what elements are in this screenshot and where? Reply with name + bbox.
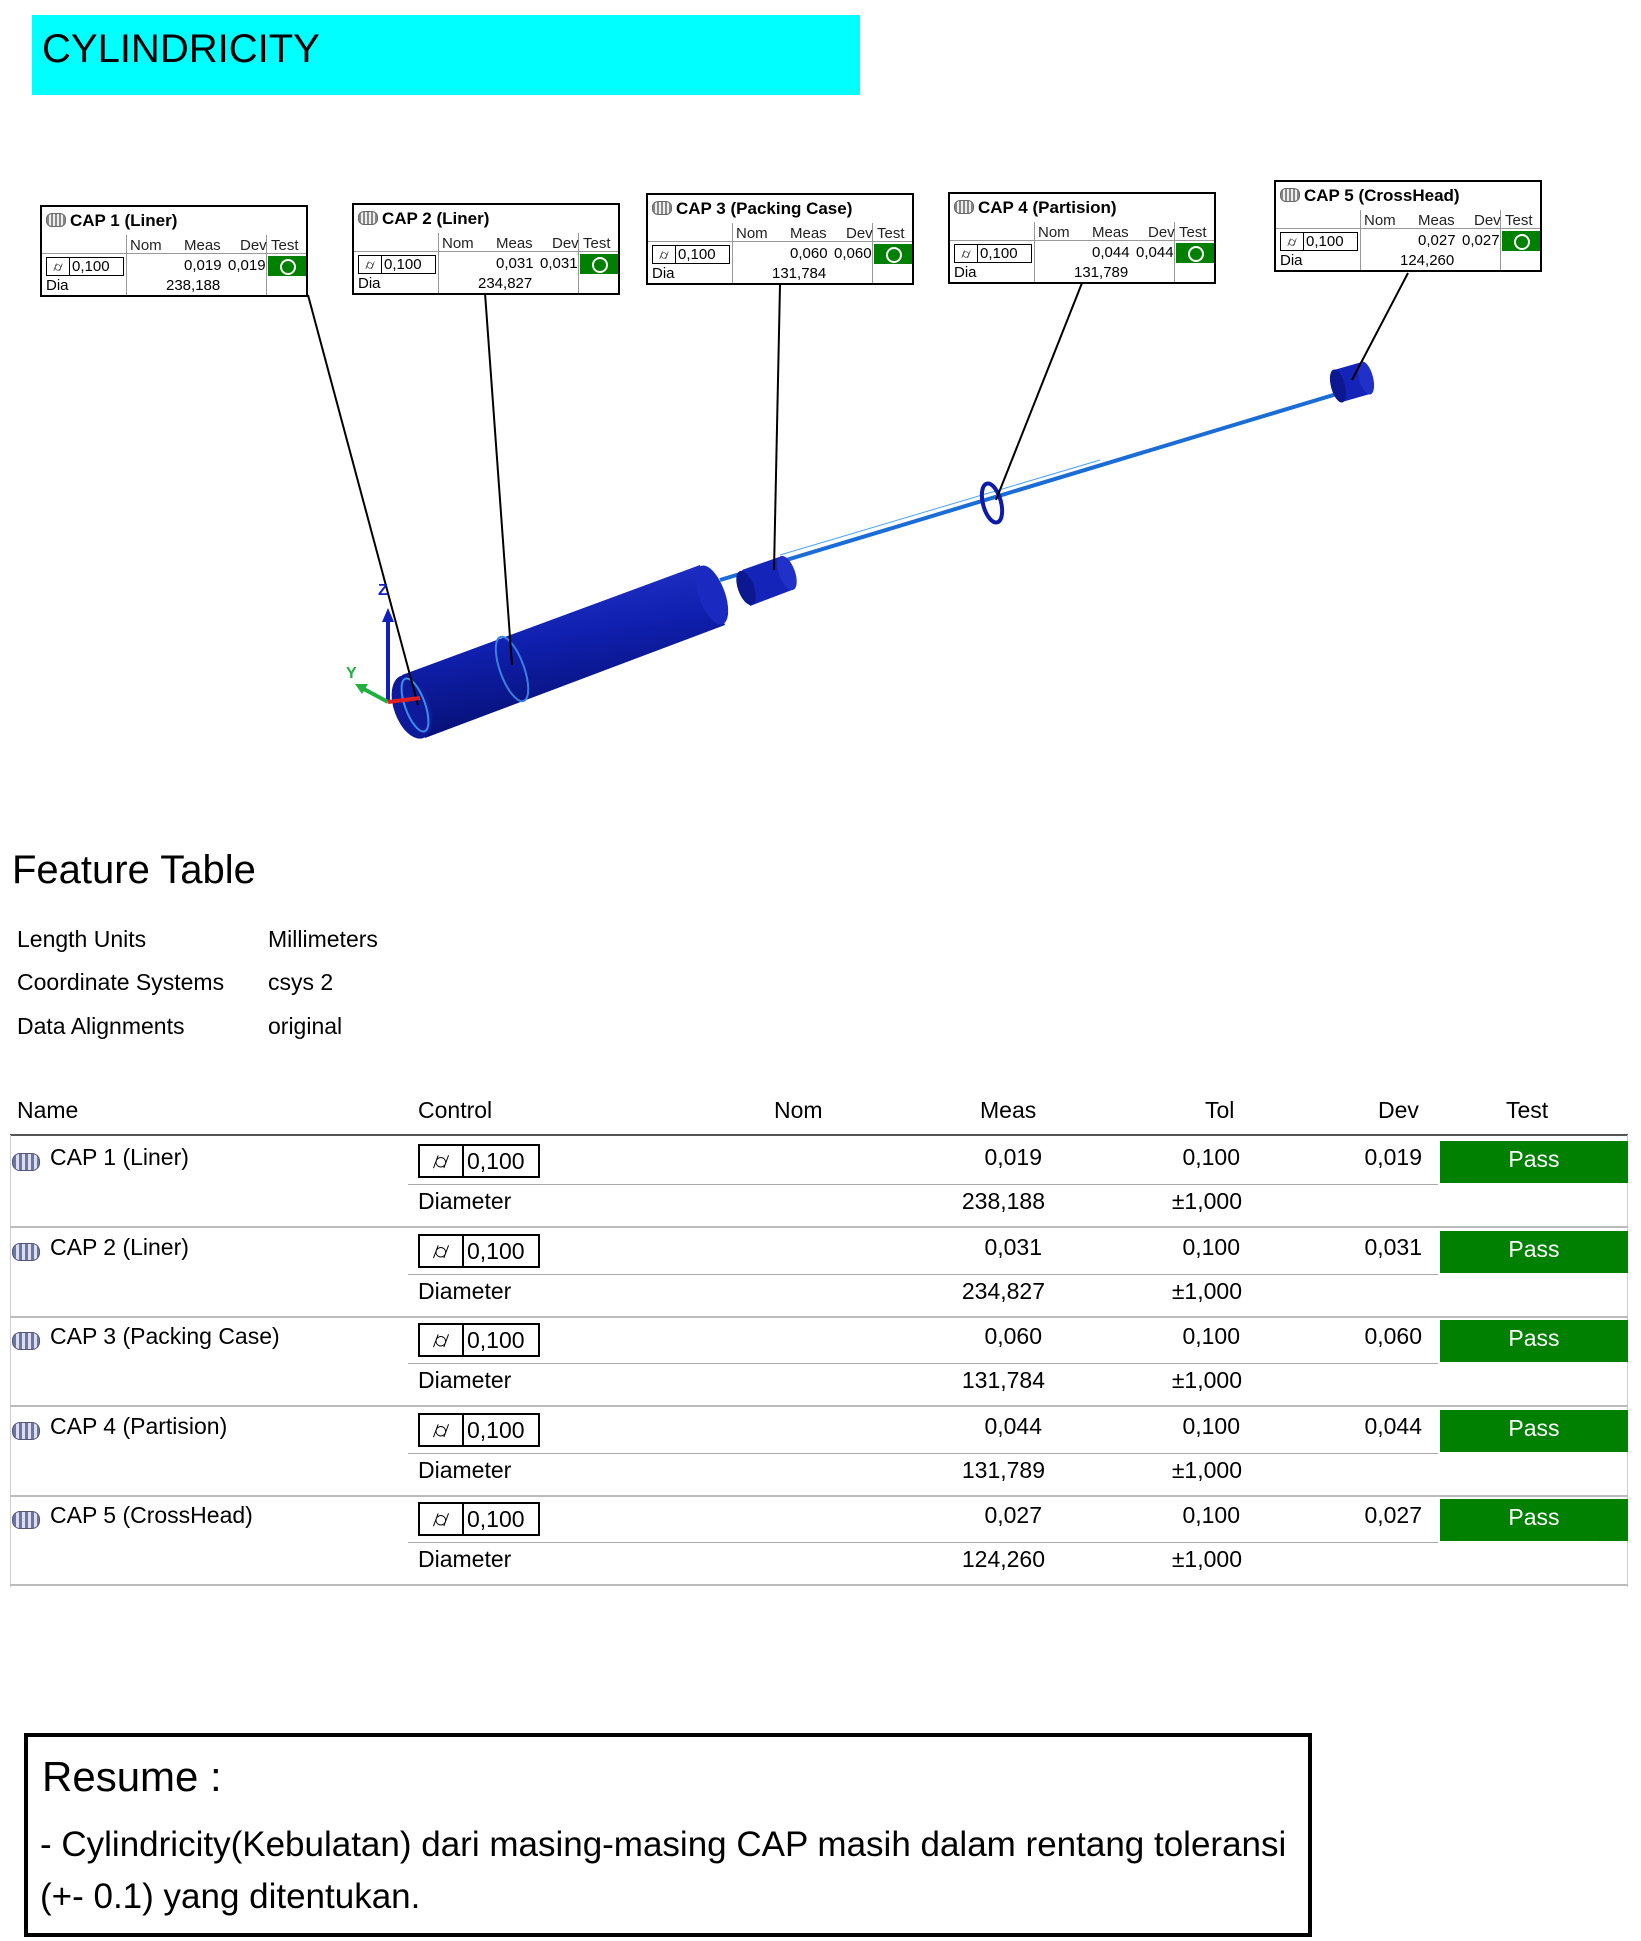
row-sub-label: Diameter [418, 1277, 512, 1304]
callout-feature-control-frame: ⌭ 0,100 [358, 255, 436, 274]
resume-title: Resume : [42, 1753, 222, 1800]
callout-hdr-test: Test [877, 225, 905, 242]
col-header-tol: Tol [1205, 1097, 1235, 1123]
callout-cap-3 [646, 193, 914, 285]
row-dev: 0,044 [1364, 1412, 1422, 1439]
col-header-meas: Meas [980, 1097, 1037, 1123]
meta-value: Millimeters [268, 926, 378, 952]
callout-dia-meas: 124,260 [1400, 252, 1455, 269]
row-inner-rule [408, 1184, 1438, 1185]
row-test-pass: Pass [1440, 1320, 1628, 1362]
row-sub-label: Diameter [418, 1546, 512, 1572]
callout-hdr-nom: Nom [1364, 212, 1396, 229]
axis-z-label: Z [378, 582, 388, 599]
axis-y-label: Y [346, 665, 357, 682]
cylindricity-icon: ⌭ [420, 1146, 464, 1176]
row-sub-tol: ±1,000 [1171, 1277, 1242, 1304]
callout-meas: 0,060 [790, 245, 828, 262]
callout-hdr-dev: Dev [552, 235, 579, 252]
row-test-pass: Pass [1440, 1410, 1628, 1452]
meta-label: Data Alignments [17, 1013, 185, 1039]
callout-pass-indicator [268, 256, 306, 276]
row-separator [10, 1316, 1628, 1318]
callout-hdr-meas: Meas [496, 235, 533, 252]
callout-meas: 0,044 [1092, 244, 1130, 261]
measurement-icon [954, 200, 974, 214]
row-sub-tol: ±1,000 [1171, 1456, 1242, 1483]
callout-hdr-dev: Dev [240, 237, 267, 254]
row-sub-meas: 238,188 [961, 1188, 1045, 1214]
row-name: CAP 5 (CrossHead) [50, 1502, 253, 1528]
callout-hdr-meas: Meas [1092, 224, 1129, 241]
callout-dia-meas: 234,827 [478, 275, 533, 292]
row-name: CAP 3 (Packing Case) [50, 1323, 280, 1349]
callout-dev: 0,060 [834, 245, 872, 262]
leader-cap5 [1352, 273, 1408, 380]
cylinder-feature-icon [12, 1422, 40, 1440]
cylindricity-icon: ⌭ [420, 1325, 464, 1355]
callout-col-line [1360, 210, 1361, 270]
col-header-dev: Dev [1378, 1097, 1419, 1123]
row-sub-label: Diameter [418, 1456, 512, 1483]
cylindricity-icon: ⌭ [653, 246, 676, 263]
callout-dia-meas: 131,784 [772, 265, 827, 282]
callout-hdr-dev: Dev [846, 225, 873, 242]
shaft-line [720, 390, 1350, 580]
meta-value: original [268, 1013, 343, 1039]
callout-feature-control-frame: ⌭ 0,100 [652, 245, 730, 264]
cylinder-feature-icon [12, 1332, 40, 1350]
meta-value: csys 2 [268, 969, 334, 995]
col-header-nom: Nom [774, 1097, 823, 1123]
callout-dia-label: Dia [954, 264, 977, 281]
leader-cap3 [774, 285, 780, 570]
row-sub-tol: ±1,000 [1171, 1546, 1242, 1572]
measurement-icon [358, 211, 378, 225]
callout-pass-indicator [874, 244, 912, 264]
callout-cap-5 [1274, 180, 1542, 272]
row-meas: 0,044 [984, 1412, 1042, 1439]
col-header-test: Test [1506, 1097, 1549, 1123]
callout-dev: 0,027 [1462, 232, 1500, 249]
row-tol: 0,100 [1182, 1323, 1240, 1349]
cylinder-feature-icon [12, 1153, 40, 1171]
feature-control-frame: ⌭ 0,100 [418, 1502, 540, 1536]
callout-col-line [1034, 222, 1035, 282]
col-header-control: Control [418, 1097, 493, 1123]
row-sub-meas: 124,260 [961, 1546, 1045, 1572]
callout-dia-meas: 238,188 [166, 277, 221, 294]
callout-col-line [126, 235, 127, 295]
callout-hdr-meas: Meas [184, 237, 221, 254]
callout-title: CAP 1 (Liner) [46, 211, 177, 231]
row-sub-meas: 131,784 [961, 1367, 1045, 1393]
feature-control-frame: ⌭ 0,100 [418, 1323, 540, 1357]
row-sub-label: Diameter [418, 1367, 512, 1393]
callout-hdr-test: Test [1505, 212, 1533, 229]
row-sub-label: Diameter [418, 1188, 512, 1214]
callout-hdr-dev: Dev [1148, 224, 1175, 241]
callout-dia-label: Dia [46, 277, 69, 294]
callout-title: CAP 2 (Liner) [358, 209, 489, 229]
callout-title: CAP 5 (CrossHead) [1280, 186, 1460, 206]
callout-meas: 0,027 [1418, 232, 1456, 249]
callout-title: CAP 4 (Partision) [954, 198, 1117, 218]
leader-cap4 [996, 283, 1082, 500]
callout-hdr-test: Test [1179, 224, 1207, 241]
resume-box [24, 1733, 1312, 1937]
row-inner-rule [408, 1453, 1438, 1454]
row-meas: 0,019 [984, 1144, 1042, 1170]
row-meas: 0,031 [984, 1233, 1042, 1260]
feature-control-frame: ⌭ 0,100 [418, 1413, 540, 1447]
cylindricity-icon: ⌭ [1281, 233, 1304, 250]
row-test-pass: Pass [1440, 1231, 1628, 1273]
feature-control-frame: ⌭ 0,100 [418, 1234, 540, 1268]
callout-hdr-nom: Nom [442, 235, 474, 252]
callout-hdr-nom: Nom [1038, 224, 1070, 241]
row-dev: 0,027 [1364, 1502, 1422, 1528]
cylindricity-icon: ⌭ [955, 245, 978, 262]
callout-pass-indicator [1176, 243, 1214, 263]
callout-pass-indicator [580, 254, 618, 274]
table-header-rule [10, 1134, 1628, 1136]
callout-hdr-test: Test [583, 235, 611, 252]
row-sub-meas: 234,827 [961, 1277, 1045, 1304]
cylinder-feature-icon [12, 1243, 40, 1261]
row-inner-rule [408, 1363, 1438, 1364]
cylindricity-icon: ⌭ [420, 1504, 464, 1534]
row-name: CAP 2 (Liner) [50, 1233, 189, 1260]
row-tol: 0,100 [1182, 1502, 1240, 1528]
row-tol: 0,100 [1182, 1144, 1240, 1170]
callout-cap-1 [40, 205, 308, 297]
callout-hdr-test: Test [271, 237, 299, 254]
callout-hdr-nom: Nom [736, 225, 768, 242]
callout-hdr-meas: Meas [790, 225, 827, 242]
callout-pass-indicator [1502, 231, 1540, 251]
callout-dev: 0,019 [228, 257, 266, 274]
callout-feature-control-frame: ⌭ 0,100 [46, 257, 124, 276]
shaft-line-inner [780, 460, 1100, 555]
callout-feature-control-frame: ⌭ 0,100 [954, 244, 1032, 263]
crosshead-cylinder [1327, 360, 1377, 404]
col-header-name: Name [17, 1097, 79, 1123]
row-inner-rule [408, 1274, 1438, 1275]
callout-title: CAP 3 (Packing Case) [652, 199, 852, 219]
callout-meas: 0,019 [184, 257, 222, 274]
report-banner [32, 15, 860, 95]
table-left-border [10, 1135, 11, 1587]
callout-col-line [438, 233, 439, 293]
callout-dev: 0,031 [540, 255, 578, 272]
callout-dia-label: Dia [1280, 252, 1303, 269]
callout-hdr-nom: Nom [130, 237, 162, 254]
row-meas: 0,060 [984, 1323, 1042, 1349]
row-sub-tol: ±1,000 [1171, 1367, 1242, 1393]
callout-cap-2 [352, 203, 620, 295]
callout-hdr-dev: Dev [1474, 212, 1501, 229]
cylindricity-icon: ⌭ [420, 1415, 464, 1445]
row-sub-meas: 131,789 [961, 1456, 1045, 1483]
feature-table-title: Feature Table [12, 848, 256, 892]
banner-title: CYLINDRICITY [42, 27, 320, 71]
feature-control-frame: ⌭ 0,100 [418, 1144, 540, 1178]
measurement-icon [46, 213, 66, 227]
callout-feature-control-frame: ⌭ 0,100 [1280, 232, 1358, 251]
callout-cap-4 [948, 192, 1216, 284]
meta-label: Length Units [17, 926, 147, 952]
cylinder-feature-icon [12, 1511, 40, 1529]
row-test-pass: Pass [1440, 1499, 1628, 1541]
callout-dev: 0,044 [1136, 244, 1174, 261]
callout-col-line [732, 223, 733, 283]
row-sub-tol: ±1,000 [1171, 1188, 1242, 1214]
callout-dia-label: Dia [652, 265, 675, 282]
row-separator [10, 1226, 1628, 1228]
liner-cylinder [384, 561, 735, 744]
row-separator [10, 1405, 1628, 1407]
row-name: CAP 1 (Liner) [50, 1144, 189, 1170]
resume-body: - Cylindricity(Kebulatan) dari masing-masing CAP masih dalam rentang toleransi (+- 0.1) yang ditentukan. [40, 1825, 1287, 1916]
row-inner-rule [408, 1542, 1438, 1543]
callout-hdr-meas: Meas [1418, 212, 1455, 229]
row-tol: 0,100 [1182, 1233, 1240, 1260]
cylindricity-icon: ⌭ [420, 1236, 464, 1266]
leader-cap2 [485, 293, 512, 665]
meta-label: Coordinate Systems [17, 969, 225, 995]
row-separator [10, 1584, 1628, 1586]
cylindricity-icon: ⌭ [47, 258, 70, 275]
row-tol: 0,100 [1182, 1412, 1240, 1439]
row-dev: 0,060 [1364, 1323, 1422, 1349]
callout-meas: 0,031 [496, 255, 534, 272]
measurement-icon [652, 201, 672, 215]
row-dev: 0,019 [1364, 1144, 1422, 1170]
callout-dia-meas: 131,789 [1074, 264, 1129, 281]
cylindricity-icon: ⌭ [359, 256, 382, 273]
row-meas: 0,027 [984, 1502, 1042, 1528]
leader-cap1 [308, 295, 418, 705]
row-name: CAP 4 (Partision) [50, 1412, 228, 1439]
callout-dia-label: Dia [358, 275, 381, 292]
measurement-icon [1280, 188, 1300, 202]
row-test-pass: Pass [1440, 1141, 1628, 1183]
row-separator [10, 1495, 1628, 1497]
row-dev: 0,031 [1364, 1233, 1422, 1260]
packing-case-cylinder [732, 553, 800, 607]
